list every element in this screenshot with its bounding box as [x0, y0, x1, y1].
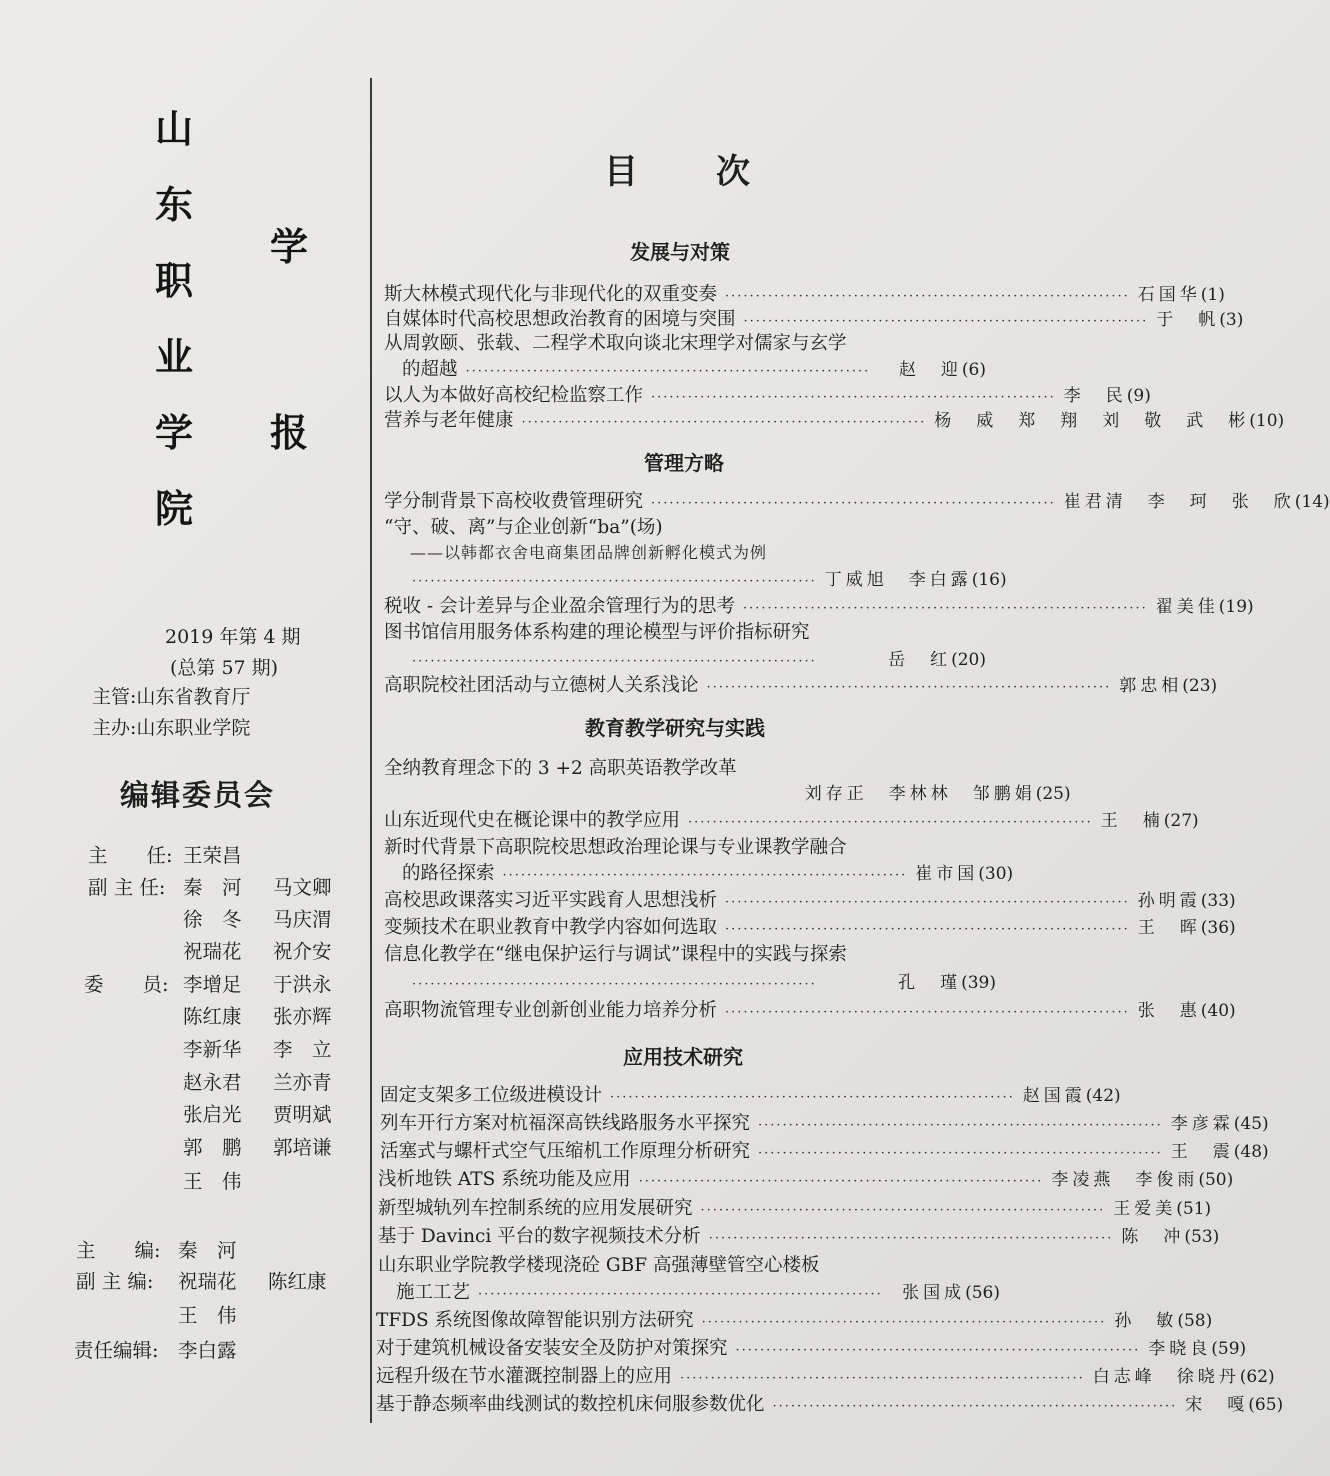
entry-title: 以人为本做好高校纪检监察工作 — [384, 385, 644, 406]
toc-title — [604, 144, 750, 193]
toc-title-char: 次 — [716, 152, 750, 192]
entry-page: (42) — [1085, 1086, 1121, 1106]
entry-title: 新型城轨列车控制系统的应用发展研究 — [378, 1198, 693, 1219]
entry-page: (16) — [971, 570, 1007, 590]
journal-name-char: 学 — [155, 411, 194, 455]
entry-title-line[interactable]: 山东职业学院教学楼现浇砼 GBF 高强薄壁管空心楼板 — [378, 1255, 820, 1276]
journal-name-char: 职 — [155, 259, 194, 303]
entry-page: (25) — [1035, 784, 1071, 804]
publisher-info — [92, 682, 250, 744]
toc-entry[interactable] — [384, 381, 1151, 407]
board-member: 赵永君 — [183, 1071, 242, 1094]
board-member: 马文卿 — [273, 876, 332, 899]
board-member: 兰亦青 — [273, 1071, 332, 1094]
sponsor: 主办:山东职业学院 — [92, 717, 251, 739]
board-role: 副 主 任: — [88, 876, 166, 899]
issue-number: 2019 年第 4 期 — [165, 626, 301, 648]
dot-leader: ·································································· — [700, 1203, 1106, 1218]
entry-page: (56) — [965, 1283, 1000, 1303]
supervisor: 主管:山东省教育厅 — [92, 686, 251, 708]
toc-entry[interactable] — [384, 886, 1236, 912]
toc-entry[interactable] — [376, 1390, 1284, 1416]
toc-entry[interactable] — [384, 806, 1199, 832]
entry-author: 郭忠相 — [1119, 676, 1183, 696]
entry-title-continued: 的路径探索 — [402, 863, 495, 884]
entry-title: 变频技术在职业教育中教学内容如何选取 — [384, 917, 718, 938]
toc-entry[interactable] — [378, 1165, 1234, 1191]
dot-leader: ·································································· — [701, 1315, 1107, 1330]
toc-entry[interactable] — [384, 406, 1285, 432]
board-member: 于洪永 — [273, 973, 332, 996]
entry-author: 崔市国 — [915, 864, 979, 884]
entry-author: 宋 嘎 — [1185, 1395, 1249, 1415]
entry-author: 孔 瑾 — [898, 973, 962, 993]
board-member: 张启光 — [183, 1103, 242, 1126]
toc-entry[interactable] — [384, 913, 1236, 939]
journal-name-column-1 — [155, 107, 194, 566]
journal-name-char: 报 — [270, 411, 309, 455]
editor-role: 责任编辑: — [74, 1339, 159, 1362]
entry-author: 孙 敏 — [1114, 1311, 1178, 1331]
entry-title: 自媒体时代高校思想政治教育的困境与突围 — [384, 309, 736, 330]
entry-author: 石国华 — [1137, 285, 1201, 305]
entry-author: 李彦霖 — [1170, 1114, 1234, 1134]
toc-entry[interactable] — [384, 859, 1014, 885]
toc-entry[interactable] — [376, 1362, 1275, 1388]
dot-leader: ·································································· — [758, 1118, 1163, 1133]
entry-page: (62) — [1239, 1367, 1275, 1387]
journal-name-char: 业 — [155, 335, 194, 379]
journal-name-char: 院 — [155, 487, 194, 531]
dot-leader: ·································································· — [772, 1399, 1178, 1414]
entry-author: 李 民 — [1063, 386, 1127, 406]
section-heading: 教育教学研究与实践 — [585, 716, 765, 740]
entry-page: (20) — [951, 650, 986, 670]
board-member: 陈红康 — [183, 1005, 242, 1028]
board-role: 主 任: — [88, 844, 173, 867]
board-role: 委 员: — [84, 973, 169, 996]
toc-entry[interactable] — [376, 1334, 1247, 1360]
board-member: 祝瑞花 — [183, 940, 242, 963]
entry-page: (9) — [1126, 386, 1151, 406]
entry-author: 张 惠 — [1137, 1001, 1201, 1021]
board-member: 李新华 — [183, 1038, 242, 1061]
entry-page: (40) — [1200, 1001, 1236, 1021]
issue-info — [165, 622, 301, 684]
toc-entry[interactable] — [384, 280, 1225, 306]
entry-title: 高职物流管理专业创新创业能力培养分析 — [384, 1000, 718, 1021]
entry-title: 固定支架多工位级进模设计 — [380, 1085, 603, 1106]
entry-author: 王 楠 — [1100, 811, 1164, 831]
board-member: 郭培谦 — [273, 1136, 332, 1159]
entry-title: 列车开行方案对杭福深高铁线路服务水平探究 — [380, 1113, 751, 1134]
dot-leader: ·································································· — [708, 1231, 1114, 1246]
entry-page: (45) — [1233, 1114, 1269, 1134]
editor-name: 陈红康 — [268, 1270, 327, 1293]
entry-title: 活塞式与螺杆式空气压缩机工作原理分析研究 — [380, 1141, 751, 1162]
board-member: 王 伟 — [183, 1170, 242, 1193]
entry-author: 白志峰 徐晓丹 — [1092, 1367, 1240, 1387]
editor-name: 秦 河 — [178, 1239, 237, 1262]
entry-title-line[interactable]: “守、破、离”与企业创新“ba”(场) — [384, 517, 663, 538]
board-member: 秦 河 — [183, 876, 242, 899]
dot-leader: ·································································· — [478, 1287, 883, 1302]
entry-author: 于 帆 — [1156, 310, 1220, 330]
entry-author: 王爱美 — [1113, 1199, 1177, 1219]
toc-entry[interactable] — [384, 968, 996, 994]
entry-title: 基于 Davinci 平台的数字视频技术分析 — [378, 1226, 701, 1247]
entry-page: (19) — [1218, 597, 1254, 617]
entry-page: (33) — [1200, 891, 1236, 911]
entry-title-line[interactable]: 新时代背景下高职院校思想政治理论课与专业课教学融合 — [384, 837, 847, 858]
entry-title: 对于建筑机械设备安装安全及防护对策探究 — [376, 1338, 728, 1359]
toc-entry[interactable] — [380, 1081, 1121, 1107]
entry-subtitle: ——以韩都衣舍电商集团品牌创新孵化模式为例 — [410, 543, 768, 562]
dot-leader: ·································································· — [638, 1174, 1044, 1189]
board-member: 李 立 — [273, 1038, 332, 1061]
entry-title: 斯大林模式现代化与非现代化的双重变奏 — [384, 284, 718, 305]
dot-leader: ·································································· — [725, 289, 1130, 304]
entry-title: 远程升级在节水灌溉控制器上的应用 — [376, 1366, 673, 1387]
editor-name: 王 伟 — [178, 1304, 237, 1327]
entry-title-line[interactable]: 信息化教学在“继电保护运行与调试”课程中的实践与探索 — [384, 944, 847, 965]
toc-entry[interactable] — [384, 779, 1071, 805]
entry-page: (65) — [1248, 1395, 1284, 1415]
entry-page: (6) — [961, 360, 986, 380]
entry-author: 赵国霞 — [1022, 1086, 1086, 1106]
toc-entry[interactable] — [384, 645, 986, 671]
toc-entry[interactable] — [384, 671, 1218, 697]
toc-entry[interactable] — [376, 1306, 1213, 1332]
dot-leader: ·································································· — [758, 1146, 1163, 1161]
entry-page: (39) — [961, 973, 996, 993]
entry-title: 税收 - 会计差异与企业盈余管理行为的思考 — [384, 596, 736, 617]
entry-title-continued: 的超越 — [402, 359, 458, 380]
editor-name: 祝瑞花 — [178, 1270, 237, 1293]
board-member: 郭 鹏 — [183, 1136, 242, 1159]
dot-leader: ·································································· — [725, 1005, 1130, 1020]
entry-page: (50) — [1198, 1170, 1234, 1190]
board-member: 马庆渭 — [273, 908, 332, 931]
toc-entry[interactable] — [378, 1194, 1212, 1220]
editor-role: 副 主 编: — [76, 1270, 154, 1293]
board-member: 祝介安 — [273, 940, 332, 963]
section-heading: 应用技术研究 — [623, 1045, 743, 1069]
entry-page: (36) — [1200, 918, 1236, 938]
entry-page: (59) — [1211, 1339, 1247, 1359]
entry-page: (58) — [1177, 1311, 1213, 1331]
entry-title: 浅析地铁 ATS 系统功能及应用 — [378, 1169, 631, 1190]
dot-leader: ·································································· — [688, 815, 1093, 830]
dot-leader: ·································································· — [725, 922, 1130, 937]
entry-author: 赵 迎 — [898, 360, 962, 380]
entry-title-continued: 施工工艺 — [396, 1282, 471, 1303]
toc-entry[interactable] — [384, 565, 1007, 591]
entry-title-line[interactable]: 全纳教育理念下的 3 +2 高职英语教学改革 — [384, 758, 737, 779]
dot-leader: ·································································· — [412, 574, 817, 589]
toc-entry[interactable] — [380, 1137, 1269, 1163]
board-member: 张亦辉 — [273, 1005, 332, 1028]
toc-entry[interactable] — [380, 1109, 1269, 1135]
dot-leader: ·································································· — [651, 390, 1056, 405]
toc-entry[interactable] — [378, 1278, 1000, 1304]
dot-leader: ·································································· — [412, 654, 817, 669]
entry-author: 杨 威 郑 翔 刘 敬 武 彬 — [934, 411, 1250, 431]
entry-title: 高职院校社团活动与立德树人关系浅论 — [384, 675, 699, 696]
column-divider — [370, 78, 372, 1423]
board-member: 李增足 — [183, 973, 242, 996]
journal-name-char: 学 — [270, 225, 309, 269]
dot-leader: ·································································· — [725, 895, 1130, 910]
toc-entry[interactable] — [384, 487, 1330, 513]
dot-leader: ·································································· — [743, 601, 1148, 616]
entry-author: 王 晖 — [1137, 918, 1201, 938]
dot-leader: ·································································· — [521, 415, 927, 430]
entry-title-line[interactable]: 图书馆信用服务体系构建的理论模型与评价指标研究 — [384, 622, 810, 643]
entry-page: (30) — [978, 864, 1014, 884]
dot-leader: ·································································· — [651, 496, 1056, 511]
entry-page: (3) — [1219, 310, 1244, 330]
entry-author: 岳 红 — [888, 650, 952, 670]
entry-title: 基于静态频率曲线测试的数控机床伺服参数优化 — [376, 1394, 765, 1415]
section-heading: 管理方略 — [644, 451, 724, 475]
entry-title: 学分制背景下高校收费管理研究 — [384, 491, 644, 512]
entry-author: 李晓良 — [1148, 1339, 1212, 1359]
entry-author: 丁威旭 李白露 — [824, 570, 972, 590]
dot-leader: ·································································· — [680, 1371, 1085, 1386]
entry-author: 陈 冲 — [1121, 1227, 1185, 1247]
entry-title: TFDS 系统图像故障智能识别方法研究 — [376, 1310, 694, 1331]
entry-author: 崔君清 李 珂 张 欣 — [1063, 492, 1295, 512]
dot-leader: ·································································· — [735, 1343, 1141, 1358]
editorial-board-title: 编辑委员会 — [120, 778, 276, 812]
entry-author: 翟美佳 — [1155, 597, 1219, 617]
entry-page: (48) — [1233, 1142, 1269, 1162]
section-heading: 发展与对策 — [630, 240, 730, 264]
toc-entry[interactable] — [384, 355, 986, 381]
editor-name: 李白露 — [178, 1339, 237, 1362]
dot-leader: ·································································· — [610, 1090, 1015, 1105]
toc-entry[interactable] — [384, 996, 1236, 1022]
entry-page: (27) — [1163, 811, 1199, 831]
entry-page: (14) — [1294, 492, 1330, 512]
entry-page: (53) — [1184, 1227, 1220, 1247]
board-member: 贾明斌 — [273, 1103, 332, 1126]
board-member: 徐 冬 — [183, 908, 242, 931]
dot-leader: ·································································· — [412, 977, 817, 992]
entry-page: (1) — [1200, 285, 1225, 305]
toc-entry[interactable] — [384, 305, 1244, 331]
toc-entry[interactable] — [378, 1222, 1220, 1248]
dot-leader: ·································································· — [706, 680, 1112, 695]
entry-author: 李凌燕 李俊雨 — [1051, 1170, 1199, 1190]
entry-title: 高校思政课落实习近平实践育人思想浅析 — [384, 890, 718, 911]
entry-title: 山东近现代史在概论课中的教学应用 — [384, 810, 681, 831]
entry-author: 孙明霞 — [1137, 891, 1201, 911]
entry-title: 营养与老年健康 — [384, 410, 514, 431]
journal-name-char: 东 — [155, 183, 194, 227]
journal-name-column-2 — [270, 225, 309, 490]
dot-leader: ·································································· — [743, 314, 1149, 329]
dot-leader: ·································································· — [465, 364, 871, 379]
entry-page: (51) — [1176, 1199, 1212, 1219]
board-member: 王荣昌 — [183, 844, 242, 867]
journal-name-char: 山 — [155, 107, 194, 151]
dot-leader: ·································································· — [502, 868, 908, 883]
entry-title-line[interactable]: 从周敦颐、张载、二程学术取向谈北宋理学对儒家与玄学 — [384, 333, 847, 354]
entry-author: 刘存正 李林林 邹鹏娟 — [804, 784, 1036, 804]
entry-author: 张国成 — [902, 1283, 966, 1303]
editor-role: 主 编: — [76, 1239, 161, 1262]
toc-title-char: 目 — [604, 152, 638, 192]
total-issue-number: (总第 57 期) — [170, 657, 279, 679]
entry-author: 王 震 — [1170, 1142, 1234, 1162]
entry-page: (10) — [1249, 411, 1285, 431]
toc-entry[interactable] — [384, 592, 1254, 618]
entry-page: (23) — [1182, 676, 1218, 696]
